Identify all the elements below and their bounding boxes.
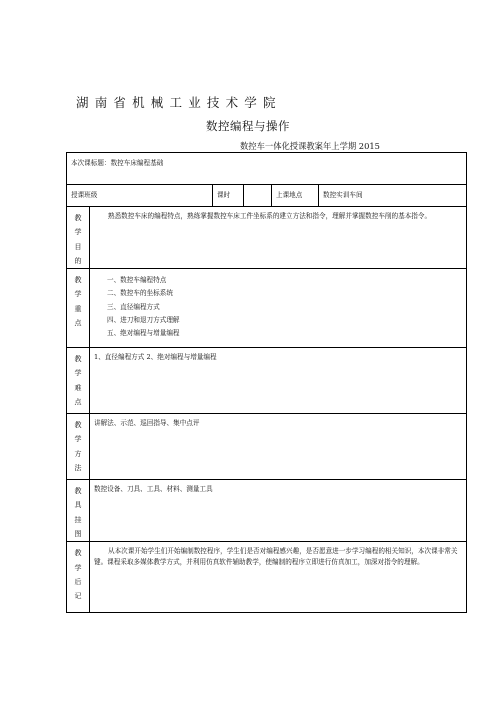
- section-label-reflection: 教 学 后 记: [67, 542, 90, 613]
- key-point-item: 二、数控车的坐标系统: [107, 289, 173, 298]
- hours-value-cell: [244, 185, 272, 207]
- key-point-item: 五、绝对编程与增量编程: [107, 329, 180, 337]
- location-label: 上课地点: [276, 191, 303, 199]
- location-value: 数控实训车间: [323, 191, 363, 199]
- topic-cell: [67, 153, 467, 185]
- hours-label-cell: [213, 185, 244, 207]
- course-title: 数控编程与操作: [206, 119, 290, 133]
- section-row-reflection: [67, 542, 467, 613]
- lesson-plan-subtitle: 数控车一体化授课教案年上学期 2015: [240, 141, 380, 151]
- section-text-teaching-aids: 数控设备、刀具、工具、材料、测量工具: [90, 480, 467, 542]
- section-label-objectives: 教 学 目 的: [67, 207, 90, 269]
- topic-value: 数控车床编程基础: [110, 159, 164, 167]
- topic-label: 本次课标题：: [71, 159, 111, 167]
- section-text-difficulties: 1、直径编程方式 2、绝对编程与增量编程: [90, 348, 467, 414]
- school-name: 湖南省机械工业技术学院: [76, 95, 282, 110]
- section-row-key-points: [67, 269, 467, 348]
- info-row: [67, 185, 467, 207]
- class-label: 授课班级: [71, 191, 98, 199]
- section-row-difficulties: [67, 348, 467, 414]
- section-label-key-points: 教 学 重 点: [67, 269, 90, 348]
- class-label-cell: [67, 185, 213, 207]
- location-label-cell: [272, 185, 319, 207]
- topic-row: [67, 153, 467, 185]
- section-text-methods: 讲解法、示范、巡回指导、集中点评: [90, 414, 467, 480]
- section-row-objectives: [67, 207, 467, 269]
- key-point-item: 一、数控车编程特点: [107, 276, 167, 285]
- section-label-difficulties: 教 学 难 点: [67, 348, 90, 414]
- section-row-teaching-aids: [67, 480, 467, 542]
- section-list-key-points: [90, 269, 467, 348]
- section-text-reflection: 从本次课开始学生们开始编制数控程序，学生们是否对编程感兴趣，是否愿意进一步学习编程的相关知识，本次课非常关键。课程采取多媒体教学方式，并利用仿真软件辅助教学，使编制的程序立即进行仿真加工，加深对指令的理解。: [90, 542, 467, 613]
- lesson-plan-table: [66, 152, 467, 613]
- section-text-objectives: 熟悉数控车床的编程特点，熟练掌握数控车床工件坐标系的建立方法和指令，理解并掌握数控车削的基本指令。: [90, 207, 467, 269]
- section-row-methods: [67, 414, 467, 480]
- section-label-methods: 教 学 方 法: [67, 414, 90, 480]
- key-point-item: 三、直径编程方式: [107, 302, 160, 311]
- hours-label: 课时: [217, 191, 231, 199]
- location-value-cell: [319, 185, 467, 207]
- key-point-item: 四、进刀和退刀方式理解: [107, 315, 180, 324]
- section-label-teaching-aids: 教 具 挂 图: [67, 480, 90, 542]
